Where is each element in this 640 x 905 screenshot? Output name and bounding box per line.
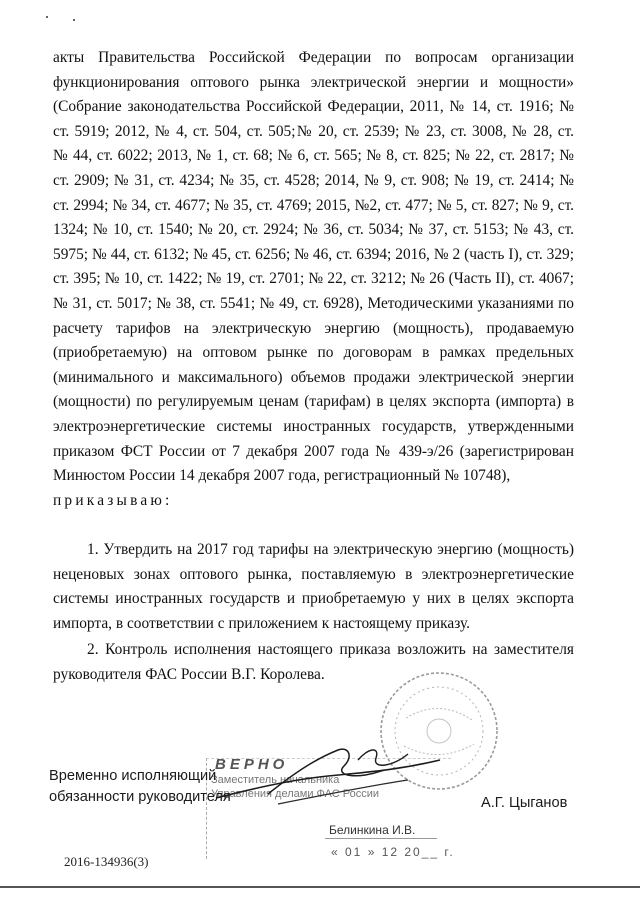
preamble-paragraph — [53, 46, 574, 513]
text-line: ст. 2909; № 31, ст. 4234; № 35, ст. 4528; 2014, № 9, ст. 908; № 19, ст. 2414; № — [53, 171, 574, 189]
text-line: расчету тарифов на электрическую энергию (мощность), продаваемую — [53, 319, 574, 337]
scan-speck — [73, 19, 75, 21]
order-word: приказываю: — [53, 491, 173, 509]
scan-speck — [46, 16, 48, 18]
text-line: 2. Контроль исполнения настоящего приказа возложить на заместителя — [87, 641, 574, 658]
text-line: (минимального и максимального) объемов продажи электрической энергии — [53, 368, 574, 386]
document-number: 2016-134936(3) — [64, 854, 149, 869]
text-line: ст. 5919; 2012, № 4, ст. 504, ст. 505;№ 20, ст. 2539; № 23, ст. 3008, № 28, ст. — [53, 122, 574, 140]
text-line: электроэнергетические системы иностранных государств, утвержденными — [53, 417, 574, 435]
signer-position-line: Временно исполняющий — [49, 768, 217, 784]
signer-name: А.Г. Цыганов — [481, 795, 568, 811]
text-line: системы иностранных государств и приобретаемую у них в целях экспорта — [53, 590, 574, 608]
text-line: Минюстом России 14 декабря 2007 года, регистрационный № 10748), — [53, 467, 511, 485]
text-line: (мощности) по регулируемым ценам (тарифам) в целях экспорта (импорта) в — [53, 393, 574, 411]
text-line: № 31, ст. 5017; № 38, ст. 5541; № 49, ст. 6928), Методическими указаниями по — [53, 294, 574, 312]
stamp-department-line: Управления делами ФАС России — [211, 788, 379, 800]
signer-position-line: обязанности руководителя — [49, 789, 231, 805]
text-line: акты Правительства Российской Федерации по вопросам организации — [53, 49, 574, 66]
text-line: ст. 2994; № 34, ст. 4677; № 35, ст. 4769; 2015, №2, ст. 477; № 5, ст. 827; № 9, ст. — [53, 196, 574, 214]
text-line: руководителя ФАС России В.Г. Королева. — [53, 665, 325, 683]
stamp-certifier-name: Белинкина И.В. — [329, 823, 416, 837]
scan-bottom-edge — [0, 886, 640, 888]
signer-position — [49, 766, 231, 808]
text-line: приказом ФСТ России от 7 декабря 2007 года № 439-э/26 (зарегистрирован — [53, 442, 574, 460]
text-line: неценовых зонах оптового рынка, поставляемую в электроэнергетические — [53, 565, 574, 583]
text-line: ст. 395; № 10, ст. 1422; № 19, ст. 2701; № 22, ст. 3212; № 26 (Часть II), ст. 4067; — [53, 270, 574, 288]
text-line: (приобретаемую) на оптовом рынке по договорам в рамках предельных — [53, 344, 574, 362]
text-line: (Собрание законодательства Российской Федерации, 2011, № 14, ст. 1916; № — [53, 98, 574, 116]
stamp-date: « 01 » 12 20__ г. — [331, 845, 455, 859]
text-line: импорта, в соответствии с приложением к настоящему приказу. — [53, 614, 470, 632]
handwritten-signature — [208, 740, 448, 810]
stamp-position-line: Заместитель начальника — [211, 774, 340, 786]
text-line: № 44, ст. 6022; 2013, № 1, ст. 68; № 6, ст. 565; № 8, ст. 825; № 22, ст. 2817; № — [53, 147, 574, 165]
stamp-title: ВЕРНО — [215, 756, 289, 773]
text-line: функционирования оптового рынка электрической энергии и мощности» — [53, 73, 574, 91]
text-line: 1. Утвердить на 2017 год тарифы на электрическую энергию (мощность) — [87, 541, 574, 558]
text-line: 5975; № 44, ст. 6132; № 45, ст. 6256; № 46, ст. 6394; 2016, № 2 (часть I), ст. 329; — [53, 245, 574, 263]
stamp-signature-rule — [325, 838, 437, 839]
order-item-1 — [53, 538, 574, 636]
text-line: 1324; № 10, ст. 1540; № 20, ст. 2924; № 36, ст. 5034; № 37, ст. 5153; № 43, ст. — [53, 221, 574, 239]
